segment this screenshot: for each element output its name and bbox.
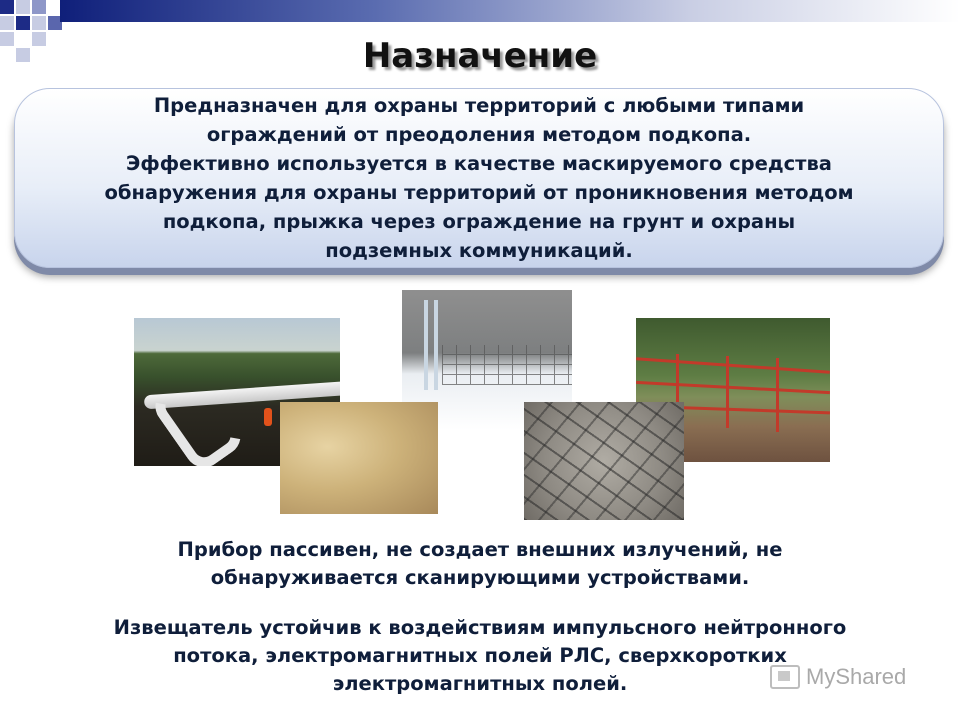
fence-post [726,356,729,428]
sand-soil-photo [280,402,438,514]
purpose-callout [14,88,944,268]
cracked-soil-photo [524,402,684,520]
purpose-line: Эффективно используется в качестве маскируемого средства [126,152,832,175]
corner-square-3 [32,0,46,14]
purpose-line: обнаружения для охраны территорий от проникновения методом [104,181,854,204]
monitor-logo-icon [770,665,800,689]
fence-rail [636,381,830,394]
corner-square-6 [32,16,46,30]
header-gradient-bar [60,0,960,22]
purpose-line: ограждений от преодоления методом подкопа. [206,123,752,146]
fence-post [424,300,428,390]
watermark [770,664,906,690]
resist-line: Извещатель устойчив к воздействиям импульсного нейтронного [113,616,847,639]
resist-line: электромагнитных полей. [332,672,628,695]
corner-square-2 [16,0,30,14]
purpose-line: подземных коммуникаций. [325,239,633,262]
passive-line: Прибор пассивен, не создает внешних излучений, не [177,538,783,561]
slide-title: Назначение [362,36,598,76]
corner-square-4 [0,16,14,30]
corner-square-5 [16,16,30,30]
fence-post [434,300,438,390]
resist-line: потока, электромагнитных полей РЛС, сверхкоротких [173,644,787,667]
corner-square-1 [0,0,14,14]
watermark-text: MyShared [806,664,907,689]
fence-post [776,358,779,432]
passive-statement [0,536,960,592]
mesh-fence [442,345,572,385]
purpose-line: Предназначен для охраны территорий с любыми типами [153,94,805,117]
purpose-line: подкопа, прыжка через ограждение на грунт и охраны [162,210,796,233]
fence-rail [636,357,830,374]
passive-line: обнаруживается сканирующими устройствами. [210,566,750,589]
pipe-bend-shape [148,367,249,466]
worker-figure [264,408,272,426]
